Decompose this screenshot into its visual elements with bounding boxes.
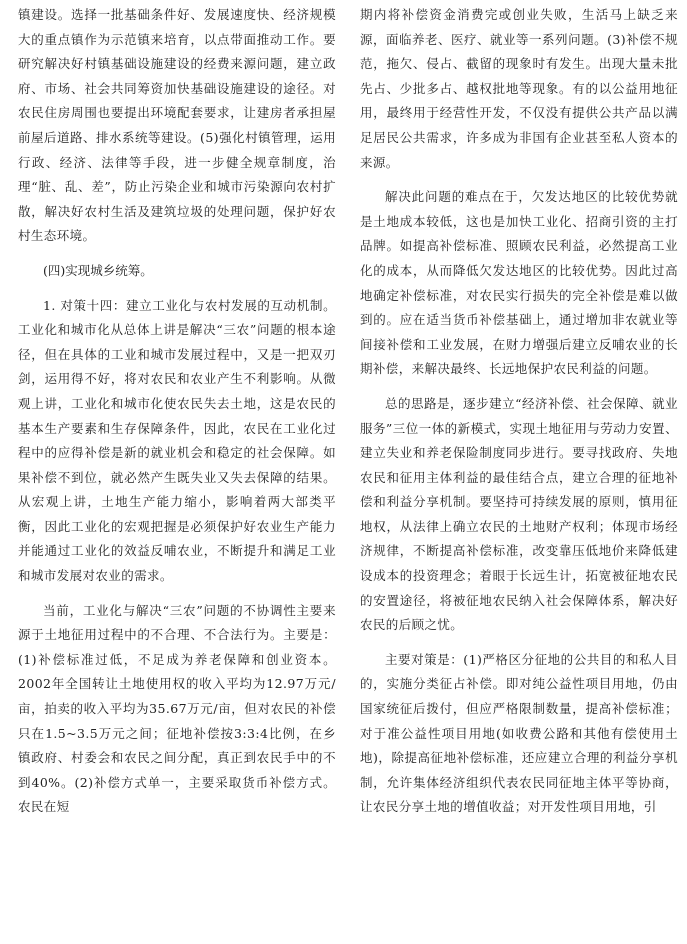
right-paragraph-general-idea: 总的思路是，逐步建立“经济补偿、社会保障、就业服务”三位一体的新模式，实现土地征用与劳动力安置、建立失业和养老保险制度同步进行。要寻找政府、失地农民和征用主体利益的最佳结合点，建立合理的征地补偿和利益分享机制。要坚持可持续发展的原则，慎用征地权，从法律上确立农民的土地财产权利；体现市场经济规律，不断提高补偿标准，改变靠压低地价来降低建设成本的投资理念；着眼于长远生计，拓宽被征地农民的安置途径，将被征地农民纳入社会保障体系，解决好农民的后顾之忧。 bbox=[360, 395, 678, 633]
left-column bbox=[18, 3, 336, 830]
right-column bbox=[360, 3, 678, 830]
right-paragraph-main-countermeasures: 主要对策是：(1)严格区分征地的公共目的和私人目的，实施分类征占补偿。即对纯公益性项目用地，仍由国家统征后拨付，但应严格限制数量，提高补偿标准；对于准公益性项目用地(如收费公路和其他有偿使用土地)，除提高征地补偿标准，还应建立合理的利益分享机制，允许集体经济组织代表农民同征地主体平等协商，让农民分享土地的增值收益；对开发性项目用地，引 bbox=[360, 651, 678, 815]
right-continued-paragraph: 期内将补偿资金消费完或创业失败，生活马上缺乏来源，面临养老、医疗、就业等一系列问题。(3)补偿不规范，拖欠、侵占、截留的现象时有发生。出现大量未批先占、少批多占、越权批地等现象。有的以公益用地征用，最终用于经营性开发，不仅没有提供公共产品以满足居民公共需求，许多成为非国有企业甚至私人资本的来源。 bbox=[360, 7, 678, 170]
right-paragraph-difficulty: 解决此问题的难点在于，欠发达地区的比较优势就是土地成本较低，这也是加快工业化、招商引资的主打品牌。如提高补偿标准、照顾农民利益，必然提高工业化的成本，从而降低欠发达地区的比较优势。因此过高地确定补偿标准，对农民实行损失的完全补偿是难以做到的。应在适当货币补偿基础上，通过增加非农就业等间接补偿和工业发展，在财力增强后建立反哺农业的长期补偿，来解决最终、长远地保护农民利益的问题。 bbox=[360, 189, 678, 377]
left-paragraph-countermeasure-14: 1. 对策十四：建立工业化与农村发展的互动机制。工业化和城市化从总体上讲是解决“三农”问题的根本途径，但在具体的工业和城市发展过程中，又是一把双刃剑，运用得不好，将对农民和农业产生不利影响。从微观上讲，工业化和城市化使农民失去土地，这是农民的基本生产要素和生存保障条件，因此，农民在工业化过程中的应得补偿是新的就业机会和稳定的社会保障。如果补偿不到位，就必然产生既失业又失去保障的结果。从宏观上讲，土地生产能力缩小，影响着两大部类平衡，因此工业化的宏观把握是必须保护好农业生产能力并能通过工业化的效益反哺农业，不断提升和满足工业和城市发展对农业的需求。 bbox=[18, 297, 336, 584]
left-paragraph-land-requisition: 当前，工业化与解决“三农”问题的不协调性主要来源于土地征用过程中的不合理、不合法行为。主要是：(1)补偿标准过低，不足成为养老保障和创业资本。2002年全国转让土地使用权的收入平均为12.97万元/亩，拍卖的收入平均为35.67万元/亩，但对农民的补偿只在1.5~3.5万元之间；征地补偿按3:3:4比例，在乡镇政府、村委会和农民之间分配，真正到农民手中的不到40%。(2)补偿方式单一，主要采取货币补偿方式。农民在短 bbox=[18, 602, 336, 815]
section-heading-urban-rural: (四)实现城乡统筹。 bbox=[43, 262, 153, 278]
left-continued-paragraph: 镇建设。选择一批基础条件好、发展速度快、经济规模大的重点镇作为示范镇来培育，以点带面推动工作。要研究解决好村镇基础设施建设的经费来源问题，建立政府、市场、社会共同筹资加快基础设施建设的途径。对农民住房周围也要提出环境配套要求，让建房者承担屋前屋后道路、排水系统等建设。(5)强化村镇管理，运用行政、经济、法律等手段，进一步健全规章制度，治理“脏、乱、差”，防止污染企业和城市污染源向农村扩散，解决好农村生活及建筑垃圾的处理问题，保护好农村生态环境。 bbox=[18, 7, 336, 244]
